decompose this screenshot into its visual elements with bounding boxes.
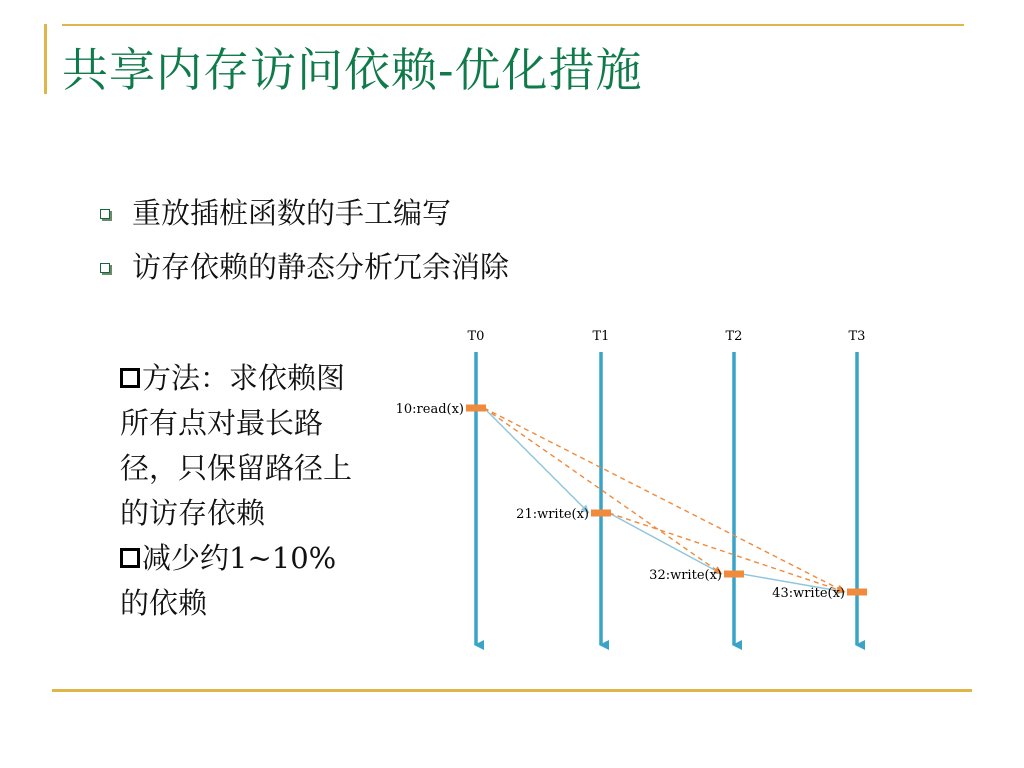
thread-label: T2 <box>725 329 743 344</box>
bullet-text: 重放插桩函数的手工编写 <box>132 195 452 230</box>
redundant-dependency-edge <box>609 513 845 592</box>
dependency-edge <box>609 513 722 574</box>
event-marker <box>847 589 867 596</box>
event-label: 21:write(x) <box>516 507 589 522</box>
event-label: 32:write(x) <box>649 568 722 583</box>
thread-label: T1 <box>592 329 610 344</box>
event-marker <box>466 405 486 412</box>
thread-label: T3 <box>848 329 866 344</box>
redundant-dependency-edge <box>484 408 845 592</box>
redundant-dependency-edge <box>484 408 722 574</box>
slide-title: 共享内存访问依赖-优化措施 <box>62 43 643 97</box>
side-note-text: 减少约1~10%的依赖 <box>120 541 337 620</box>
dependency-edge <box>484 408 589 513</box>
thread-label: T0 <box>467 329 485 344</box>
event-marker <box>591 510 611 517</box>
event-label: 10:read(x) <box>395 402 464 417</box>
event-label: 43:write(x) <box>772 586 845 601</box>
event-marker <box>724 571 744 578</box>
side-note-text: 方法：求依赖图所有点对最长路径，只保留路径上的访存依赖 <box>120 361 353 530</box>
bullet-text: 访存依赖的静态分析冗余消除 <box>132 249 510 284</box>
